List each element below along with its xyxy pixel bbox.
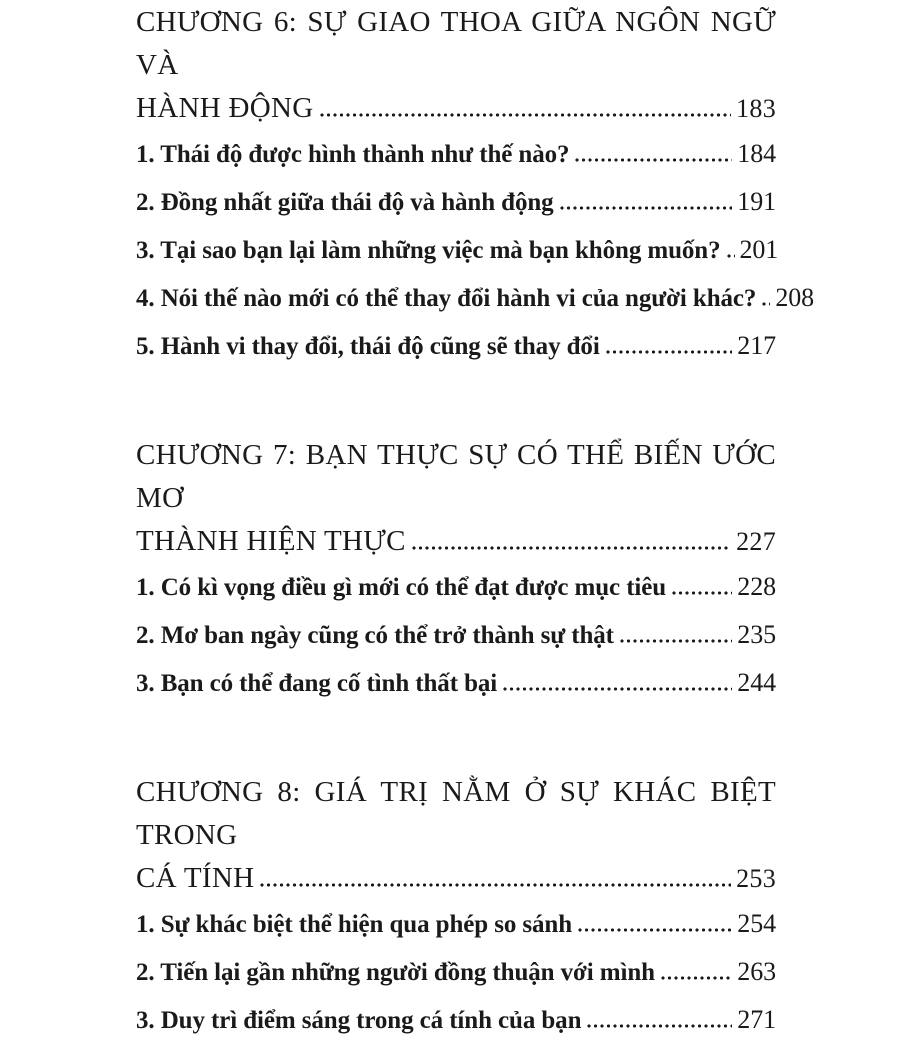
toc-entry-page-number: 191 [737,187,776,216]
chapter-heading-line1: CHƯƠNG 7: BẠN THỰC SỰ CÓ THỂ BIẾN ƯỚC MƠ [136,439,776,514]
dot-leader [672,591,732,595]
chapter-heading-line1: CHƯƠNG 6: SỰ GIAO THOA GIỮA NGÔN NGỮ VÀ [136,6,776,81]
table-of-contents [136,0,815,1044]
toc-entry [136,130,776,178]
dot-leader [587,1024,732,1028]
chapter-heading-line2-row [136,520,776,563]
dot-leader [620,639,732,643]
toc-entry-label: 1. Thái độ được hình thành như thế nào? [136,141,570,168]
dot-leader [260,883,731,887]
dot-leader [575,158,732,162]
toc-entry-label: 1. Có kì vọng điều gì mới có thể đạt được mục tiêu [136,574,667,601]
toc-entry-page-number: 244 [737,668,776,697]
dot-leader [762,302,770,306]
toc-entry [136,611,776,659]
toc-entry-label: 5. Hành vi thay đổi, thái độ cũng sẽ thay đổi [136,333,600,360]
toc-entry-label: 4. Nói thế nào mới có thể thay đổi hành vi của người khác? [136,285,757,312]
chapter-page-number: 253 [736,864,776,893]
toc-entry-page-number: 271 [737,1005,776,1034]
toc-entry-label: 3. Bạn có thể đang cố tình thất bại [136,670,498,697]
chapter-heading-line1: CHƯƠNG 8: GIÁ TRỊ NẰM Ở SỰ KHÁC BIỆT TRONG [136,776,776,851]
toc-entry [136,563,776,611]
toc-entry-page-number: 228 [737,572,776,601]
chapter-heading-line2-row [136,87,776,130]
toc-entry-page-number: 254 [737,909,776,938]
toc-entry-page-number: 217 [737,331,776,360]
dot-leader [578,928,732,932]
dot-leader [727,254,735,258]
toc-entry-label: 2. Mơ ban ngày cũng có thể trở thành sự thật [136,622,614,649]
toc-entry-label: 3. Duy trì điểm sáng trong cá tính của bạn [136,1007,582,1034]
toc-entry [136,948,776,996]
toc-entry-page-number: 201 [739,235,779,264]
toc-entry-label: 2. Tiến lại gần những người đồng thuận với mình [136,959,655,986]
dot-leader [560,206,733,210]
toc-entry [136,659,776,707]
toc-entry-page-number: 263 [737,957,776,986]
dot-leader [412,546,731,550]
toc-entry-label: 3. Tại sao bạn lại làm những việc mà bạn không muốn? [136,237,721,264]
chapter-page-number: 183 [736,94,776,123]
dot-leader [606,350,733,354]
chapter-page-number: 227 [736,527,776,556]
toc-entry [136,178,776,226]
dot-leader [661,976,732,980]
toc-entry [136,322,776,370]
toc-entry [136,996,776,1044]
toc-entry-page-number: 208 [775,283,815,312]
toc-entry-page-number: 184 [737,139,776,168]
toc-entry-label: 1. Sự khác biệt thể hiện qua phép so sánh [136,911,573,938]
chapter-8-block [136,771,776,1044]
chapter-7-block [136,434,776,707]
toc-entry-label: 2. Đồng nhất giữa thái độ và hành động [136,189,554,216]
dot-leader [320,113,732,117]
chapter-heading-line2: CÁ TÍNH [136,862,255,894]
toc-entry [136,900,776,948]
dot-leader [503,687,732,691]
toc-entry [136,226,779,274]
toc-entry [136,274,815,322]
chapter-heading-line2: THÀNH HIỆN THỰC [136,525,406,557]
chapter-6-block [136,1,815,370]
toc-entry-page-number: 235 [737,620,776,649]
chapter-heading-line2-row [136,857,776,900]
chapter-heading-line2: HÀNH ĐỘNG [136,92,314,124]
